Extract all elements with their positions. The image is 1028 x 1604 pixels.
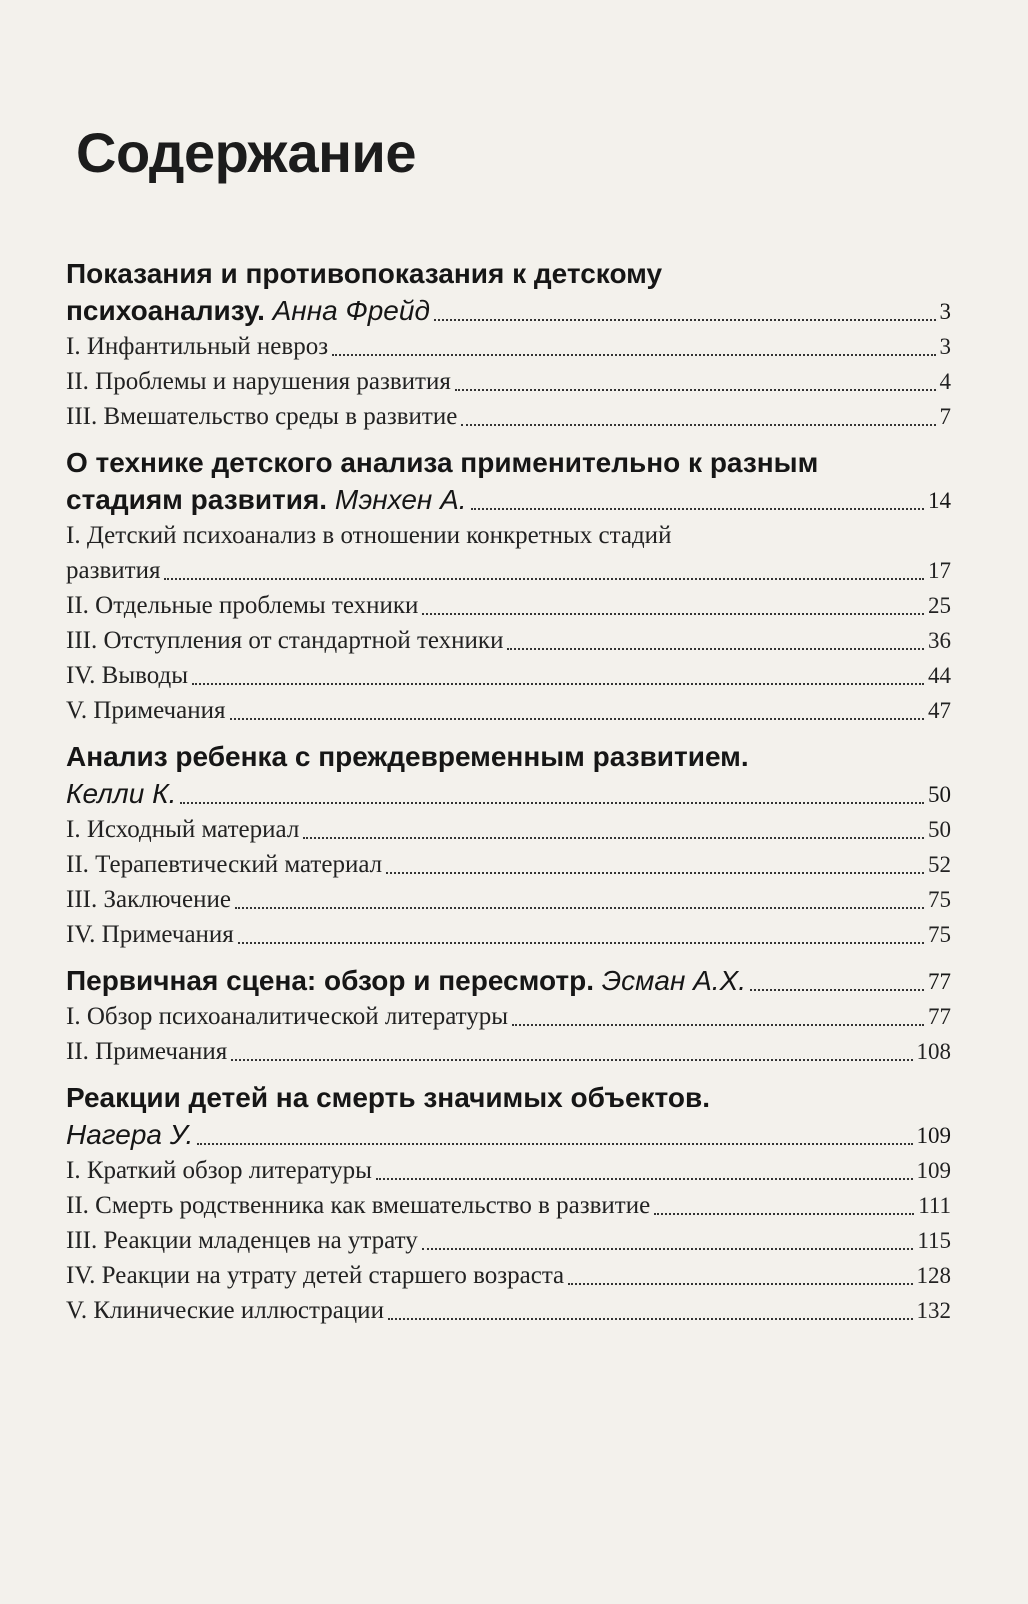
- entry-title: II. Примечания: [66, 1038, 228, 1065]
- section-author: Анна Фрейд: [272, 295, 430, 326]
- dot-leader: [376, 1178, 913, 1180]
- page-number: 3: [939, 334, 951, 359]
- section-heading: [66, 962, 951, 999]
- section-author: Мэнхен А.: [334, 484, 467, 515]
- entry-title: IV. Реакции на утрату детей старшего возраста: [66, 1262, 565, 1289]
- page-number: 128: [916, 1263, 951, 1288]
- dot-leader: [197, 1143, 912, 1145]
- dot-leader: [568, 1283, 912, 1285]
- page-number: 75: [928, 922, 951, 947]
- dot-leader: [512, 1024, 924, 1026]
- toc-entry[interactable]: [66, 518, 951, 588]
- entry-title: III. Реакции младенцев на утрату: [66, 1227, 418, 1254]
- toc-entry[interactable]: [66, 999, 951, 1034]
- dot-leader: [471, 508, 924, 510]
- dot-leader: [231, 1059, 912, 1061]
- entry-title: I. Инфантильный невроз: [66, 333, 329, 360]
- entry-title: II. Смерть родственника как вмешательство в развитие: [66, 1192, 651, 1219]
- section-heading: [66, 738, 951, 812]
- toc-section-5: [66, 1079, 951, 1328]
- entry-title: развития: [66, 557, 161, 584]
- page-number: 44: [928, 663, 951, 688]
- section-heading-line: О технике детского анализа применительно к разным: [66, 447, 819, 478]
- section-heading-line: Анализ ребенка с преждевременным развитием.: [66, 741, 749, 772]
- dot-leader: [192, 683, 924, 685]
- dot-leader: [750, 989, 924, 991]
- section-heading: [66, 255, 951, 329]
- dot-leader: [235, 907, 924, 909]
- dot-leader: [507, 648, 924, 650]
- dot-leader: [434, 319, 936, 321]
- page-number: 115: [917, 1228, 951, 1253]
- section-heading-line: Реакции детей на смерть значимых объектов.: [66, 1082, 710, 1113]
- entry-title: V. Примечания: [66, 697, 226, 724]
- toc-entry[interactable]: [66, 623, 951, 658]
- dot-leader: [461, 424, 935, 426]
- page-number: 75: [928, 887, 951, 912]
- toc-section-3: [66, 738, 951, 952]
- toc-section-2: [66, 444, 951, 728]
- dot-leader: [654, 1213, 914, 1215]
- toc-entry[interactable]: [66, 812, 951, 847]
- toc-entry[interactable]: [66, 1223, 951, 1258]
- toc-section-1: [66, 255, 951, 434]
- section-heading-line: психоанализу.: [66, 295, 265, 326]
- table-of-contents: [66, 255, 951, 1338]
- toc-entry[interactable]: [66, 693, 951, 728]
- dot-leader: [455, 389, 936, 391]
- page-number: 14: [928, 488, 951, 513]
- page-number: 17: [928, 558, 951, 583]
- dot-leader: [388, 1318, 913, 1320]
- page-number: 77: [928, 1004, 951, 1029]
- dot-leader: [180, 802, 924, 804]
- section-author: Нагера У.: [66, 1119, 194, 1150]
- entry-title-line: I. Детский психоанализ в отношении конкретных стадий: [66, 522, 672, 549]
- entry-title: II. Проблемы и нарушения развития: [66, 368, 451, 395]
- page-number: 4: [939, 369, 951, 394]
- entry-title: II. Терапевтический материал: [66, 851, 383, 878]
- toc-entry[interactable]: [66, 1258, 951, 1293]
- dot-leader: [164, 578, 924, 580]
- toc-entry[interactable]: [66, 917, 951, 952]
- page-number: 50: [928, 782, 951, 807]
- toc-entry[interactable]: [66, 658, 951, 693]
- page-number: 108: [916, 1039, 951, 1064]
- dot-leader: [230, 718, 925, 720]
- section-heading-line: Первичная сцена: обзор и пересмотр.: [66, 965, 594, 996]
- toc-entry[interactable]: [66, 399, 951, 434]
- toc-entry[interactable]: [66, 1034, 951, 1069]
- toc-entry[interactable]: [66, 882, 951, 917]
- page-number: 7: [939, 404, 951, 429]
- dot-leader: [422, 1248, 914, 1250]
- page-title: Содержание: [76, 121, 416, 184]
- section-author: Келли К.: [66, 778, 177, 809]
- page-number: 111: [918, 1193, 951, 1218]
- page-number: 132: [916, 1298, 951, 1323]
- entry-title: I. Исходный материал: [66, 816, 300, 843]
- section-heading-line: Показания и противопоказания к детскому: [66, 258, 663, 289]
- page-number: 47: [928, 698, 951, 723]
- section-heading-line: стадиям развития.: [66, 484, 328, 515]
- dot-leader: [422, 613, 924, 615]
- page-number: 25: [928, 593, 951, 618]
- entry-title: II. Отдельные проблемы техники: [66, 592, 419, 619]
- toc-entry[interactable]: [66, 329, 951, 364]
- dot-leader: [303, 837, 924, 839]
- entry-title: IV. Выводы: [66, 662, 189, 689]
- page-number: 52: [928, 852, 951, 877]
- toc-entry[interactable]: [66, 1153, 951, 1188]
- page-number: 109: [916, 1158, 951, 1183]
- entry-title: III. Вмешательство среды в развитие: [66, 403, 458, 430]
- toc-entry[interactable]: [66, 364, 951, 399]
- page-number: 109: [916, 1123, 951, 1148]
- toc-section-4: [66, 962, 951, 1069]
- toc-entry[interactable]: [66, 588, 951, 623]
- entry-title: I. Краткий обзор литературы: [66, 1157, 372, 1184]
- entry-title: III. Отступления от стандартной техники: [66, 627, 504, 654]
- dot-leader: [386, 872, 924, 874]
- page-number: 3: [939, 299, 951, 324]
- toc-entry[interactable]: [66, 847, 951, 882]
- section-heading: [66, 1079, 951, 1153]
- entry-title: IV. Примечания: [66, 921, 234, 948]
- entry-title: V. Клинические иллюстрации: [66, 1297, 384, 1324]
- dot-leader: [238, 942, 924, 944]
- page-number: 36: [928, 628, 951, 653]
- page-number: 50: [928, 817, 951, 842]
- toc-entry[interactable]: [66, 1293, 951, 1328]
- entry-title: III. Заключение: [66, 886, 231, 913]
- page-number: 77: [928, 969, 951, 994]
- toc-entry[interactable]: [66, 1188, 951, 1223]
- dot-leader: [332, 354, 935, 356]
- section-author: Эсман А.Х.: [601, 965, 747, 996]
- section-heading: [66, 444, 951, 518]
- entry-title: I. Обзор психоаналитической литературы: [66, 1003, 509, 1030]
